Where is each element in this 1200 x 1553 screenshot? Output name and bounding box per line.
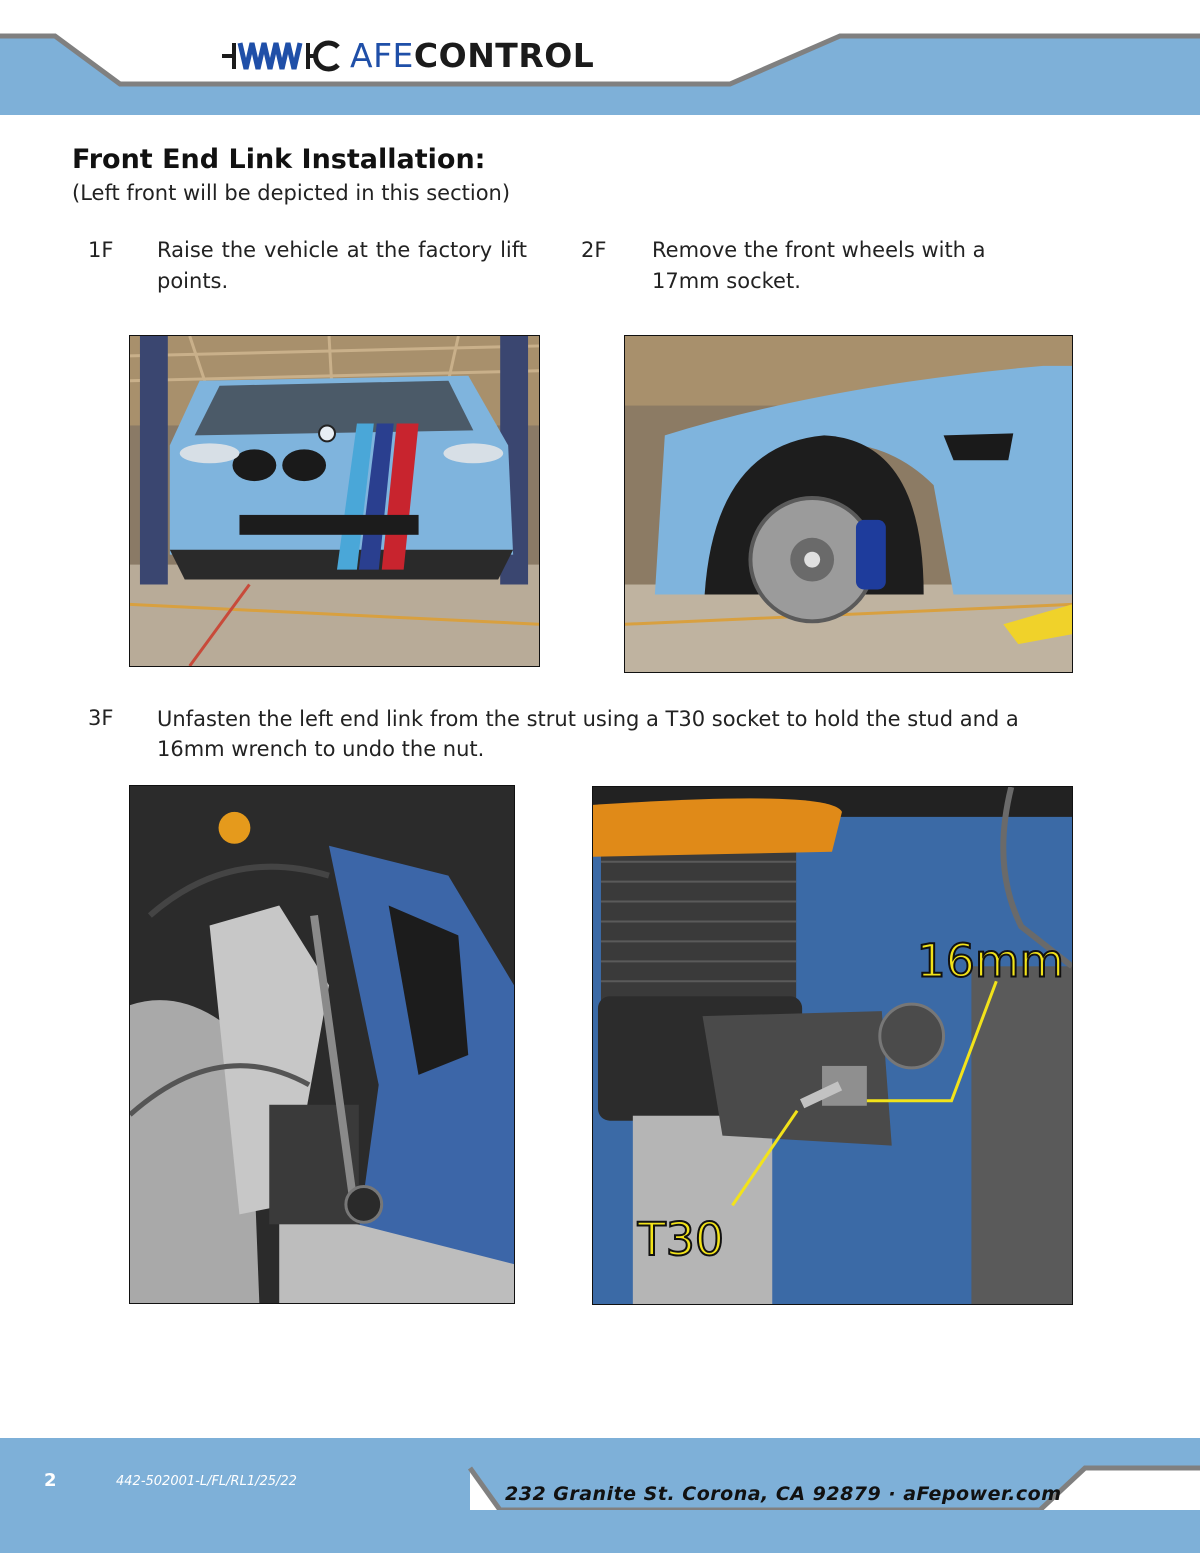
callout-t30: T30 bbox=[637, 1212, 725, 1267]
spring-logo-icon bbox=[222, 39, 340, 73]
document-code: 442-502001-L/FL/RL1/25/22 bbox=[116, 1474, 297, 1489]
footer-address: 232 Granite St. Corona, CA 92879 · aFepower.com bbox=[505, 1483, 1062, 1505]
section-title: Front End Link Installation: bbox=[72, 144, 486, 175]
photo-end-link-suspension bbox=[129, 785, 515, 1304]
step-number: 2F bbox=[581, 238, 607, 262]
photo-car-front-on-lift bbox=[129, 335, 540, 667]
callout-16mm: 16mm bbox=[916, 933, 1065, 988]
step-number: 3F bbox=[88, 706, 114, 730]
header-band bbox=[0, 0, 1200, 115]
photo-end-link-closeup bbox=[592, 786, 1073, 1305]
step-number: 1F bbox=[88, 238, 114, 262]
logo-afe: AFE bbox=[350, 36, 414, 75]
logo-control: CONTROL bbox=[413, 36, 595, 75]
section-subtitle: (Left front will be depicted in this section) bbox=[72, 181, 511, 205]
step-text: Unfasten the left end link from the strut using a T30 socket to hold the stud and a 16mm wrench to undo the nut. bbox=[157, 707, 1019, 761]
page-number: 2 bbox=[44, 1470, 57, 1491]
afe-control-logo bbox=[222, 36, 594, 76]
photo-wheel-removed bbox=[624, 335, 1073, 673]
step-text: Remove the front wheels with a 17mm socket. bbox=[652, 238, 986, 293]
step-text: Raise the vehicle at the factory lift points. bbox=[157, 238, 527, 293]
